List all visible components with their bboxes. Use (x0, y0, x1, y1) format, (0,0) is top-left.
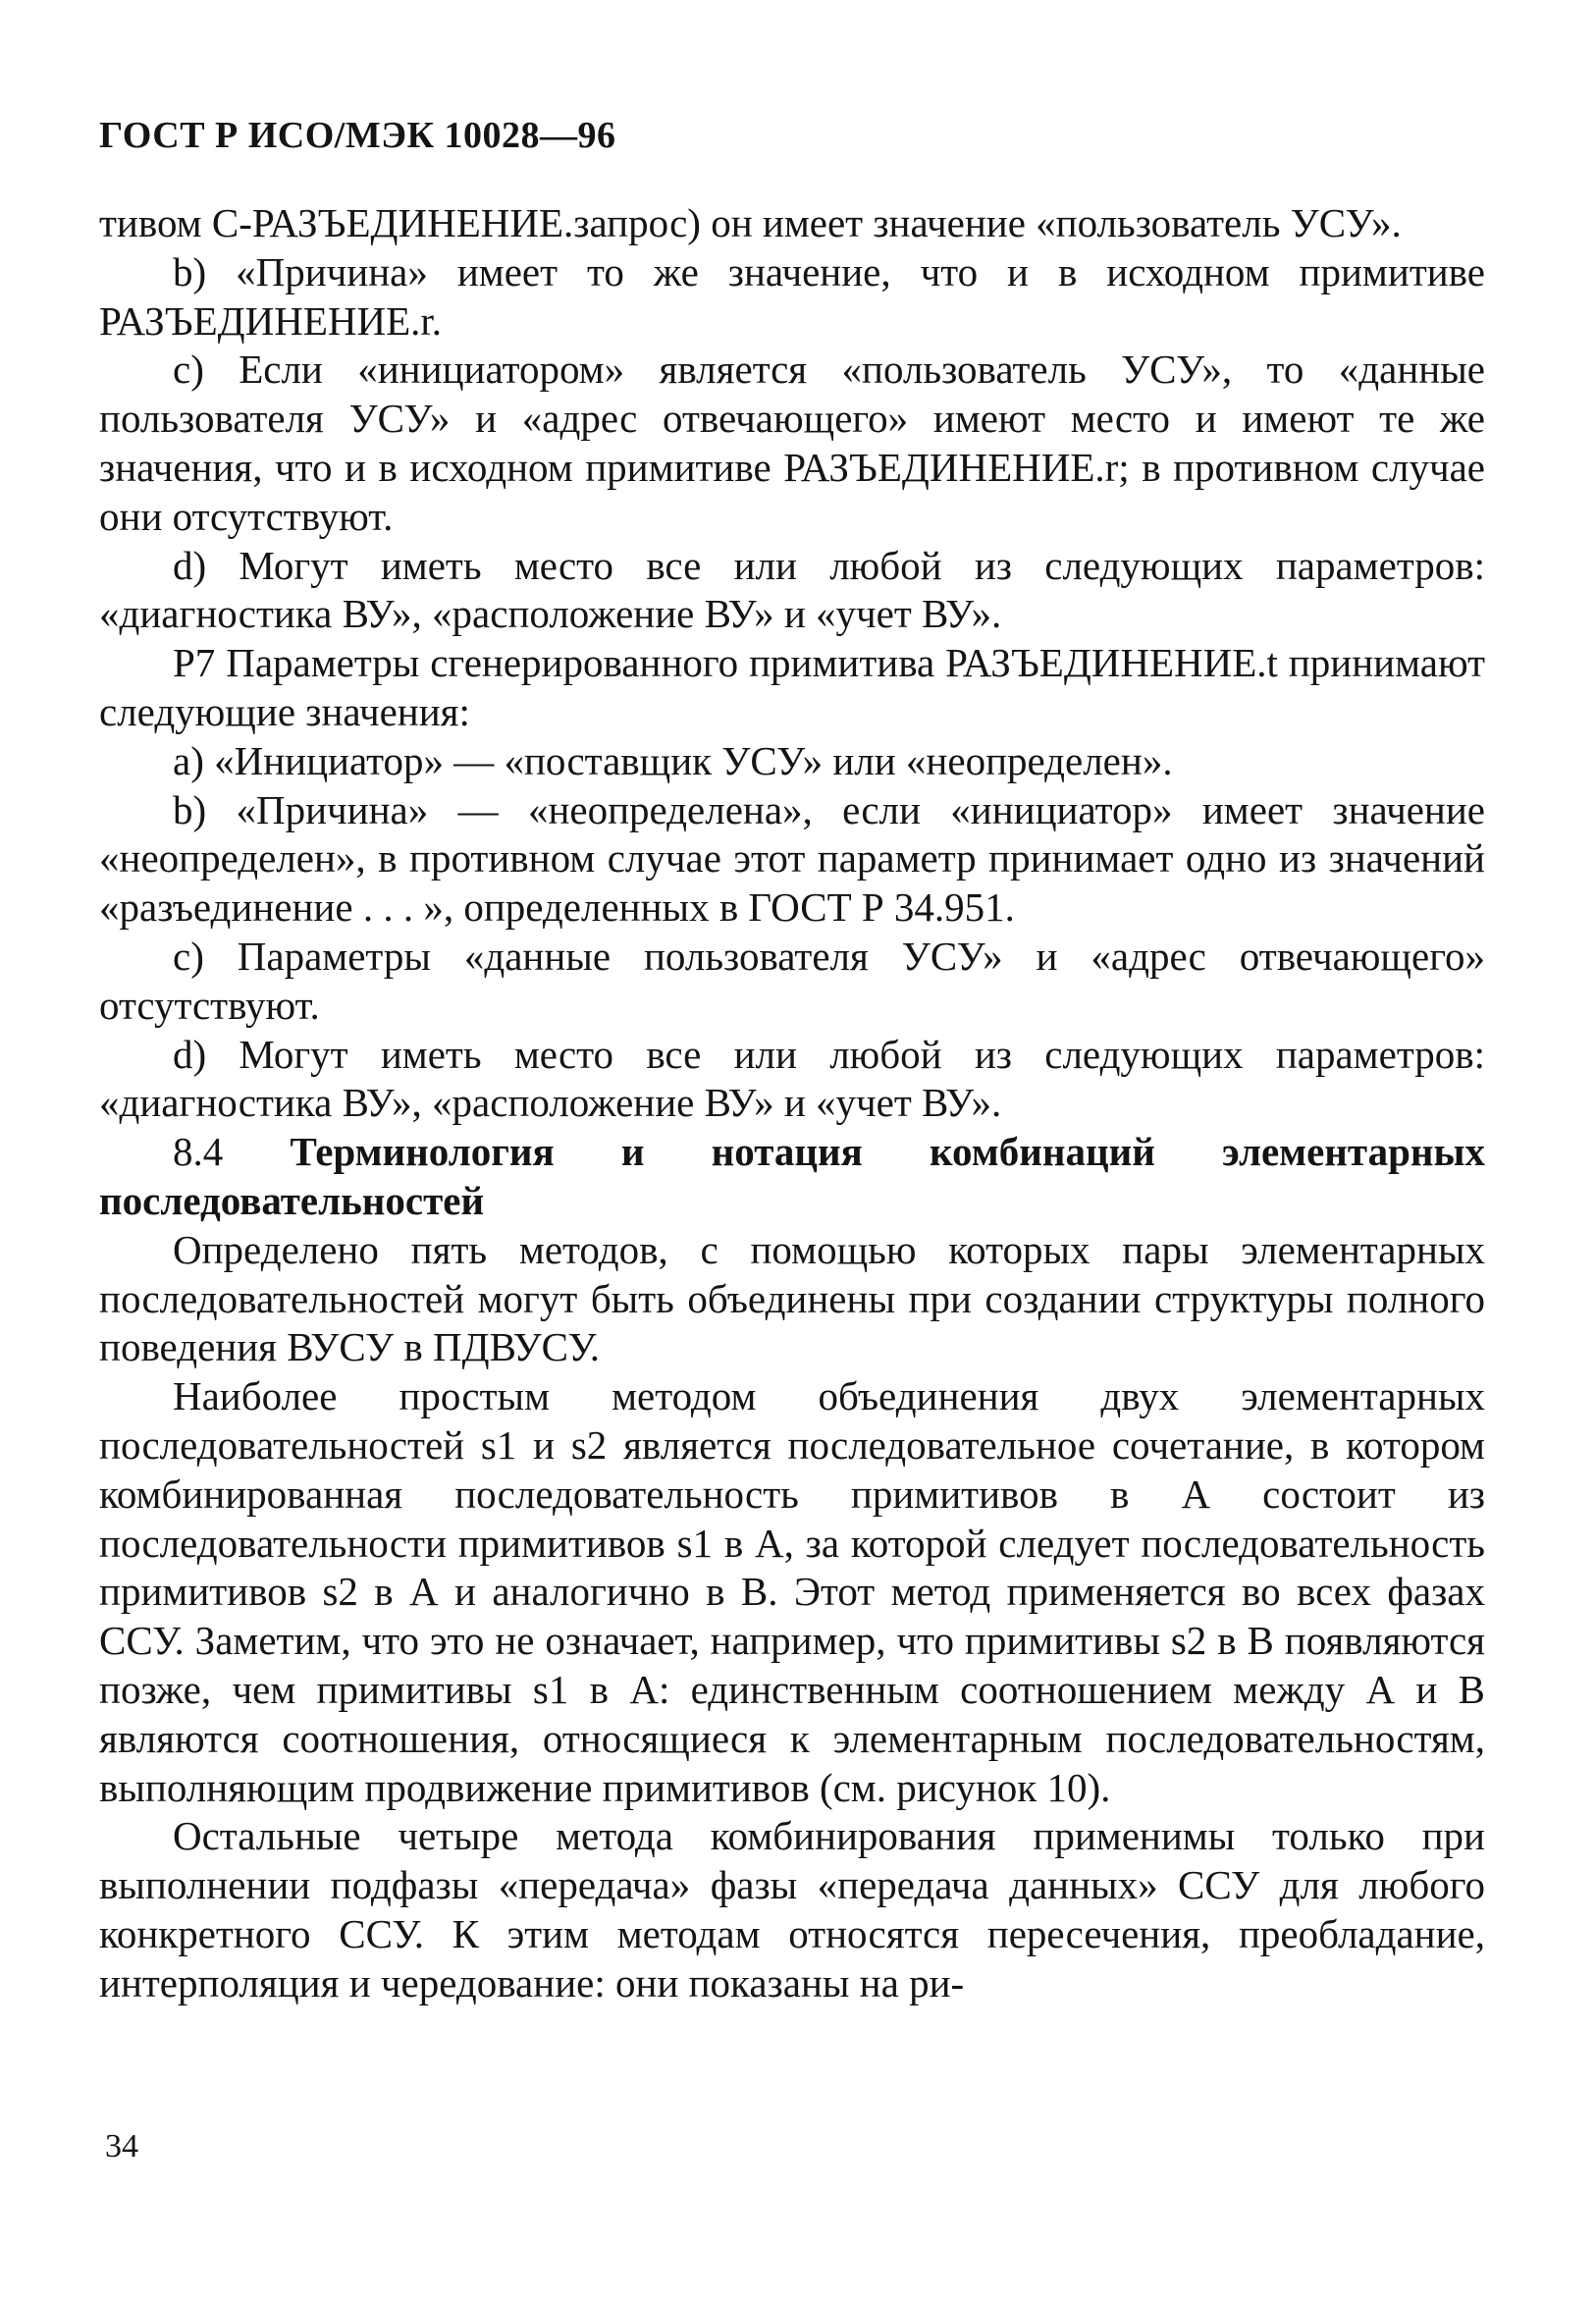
list-item-c: c) Если «инициатором» является «пользователь УСУ», то «данные пользователя УСУ» и «адрес отвечающего» имеют место и имеют те же значения, что и в исходном примитиве РАЗЪЕДИНЕНИЕ.r; в противном случае они отсутствуют. (99, 347, 1485, 539)
list-item-b: b) «Причина» — «неопределена», если «инициатор» имеет значение «неопределен», в противном случае этот параметр принимает одно из значений «разъединение . . . », определенных в ГОСТ Р 34.951. (99, 786, 1485, 931)
list-item-b: b) «Причина» имеет то же значение, что и в исходном примитиве РАЗЪЕДИНЕНИЕ.r. (99, 248, 1485, 344)
paragraph-p7: P7 Параметры сгенерированного примитива РАЗЪЕДИНЕНИЕ.t принимают следующие значения: (99, 640, 1485, 734)
list-item-c: c) Параметры «данные пользователя УСУ» и «адрес отвечающего» отсутствуют. (99, 933, 1485, 1028)
paragraph: Наиболее простым методом объединения двух элементарных последовательностей s1 и s2 является последовательное сочетание, в котором комбинированная последовательность примитивов в А состоит из последовательности примитивов s1 в А, за которой следует последовательность примитивов s2 в А и аналогично в В. Этот метод применяется во всех фазах ССУ. Заметим, что это не означает, например, что примитивы s2 в В появляются позже, чем примитивы s1 в А: единственным соотношением между А и В являются соотношения, относящиеся к элементарным последовательностям, выполняющим продвижение примитивов (см. рисунок 10). (99, 1373, 1485, 1810)
section-title: Терминология и нотация комбинаций элементарных последовательностей (99, 1129, 1486, 1223)
page-number: 34 (105, 2128, 138, 2165)
paragraph-continuation: тивом С-РАЗЪЕДИНЕНИЕ.запрос) он имеет значение «пользователь УСУ». (99, 200, 1402, 245)
list-item-d: d) Могут иметь место все или любой из следующих параметров: «диагностика ВУ», «расположение ВУ» и «учет ВУ». (99, 542, 1485, 637)
body-text (99, 199, 1485, 2007)
section-heading (99, 1128, 1485, 1226)
list-item-a: a) «Инициатор» — «поставщик УСУ» или «неопределен». (173, 737, 1173, 783)
document-header: ГОСТ Р ИСО/МЭК 10028—96 (99, 115, 616, 156)
section-number: 8.4 (173, 1129, 224, 1175)
list-item-d: d) Могут иметь место все или любой из следующих параметров: «диагностика ВУ», «расположение ВУ» и «учет ВУ». (99, 1031, 1485, 1126)
paragraph: Определено пять методов, с помощью которых пары элементарных последовательностей могут быть объединены при создании структуры полного поведения ВУСУ в ПДВУСУ. (99, 1226, 1485, 1370)
paragraph: Остальные четыре метода комбинирования применимы только при выполнении подфазы «передача» фазы «передача данных» ССУ для любого конкретного ССУ. К этим методам относятся пересечения, преобладание, интерполяция и чередование: они показаны на ри- (99, 1813, 1485, 2005)
